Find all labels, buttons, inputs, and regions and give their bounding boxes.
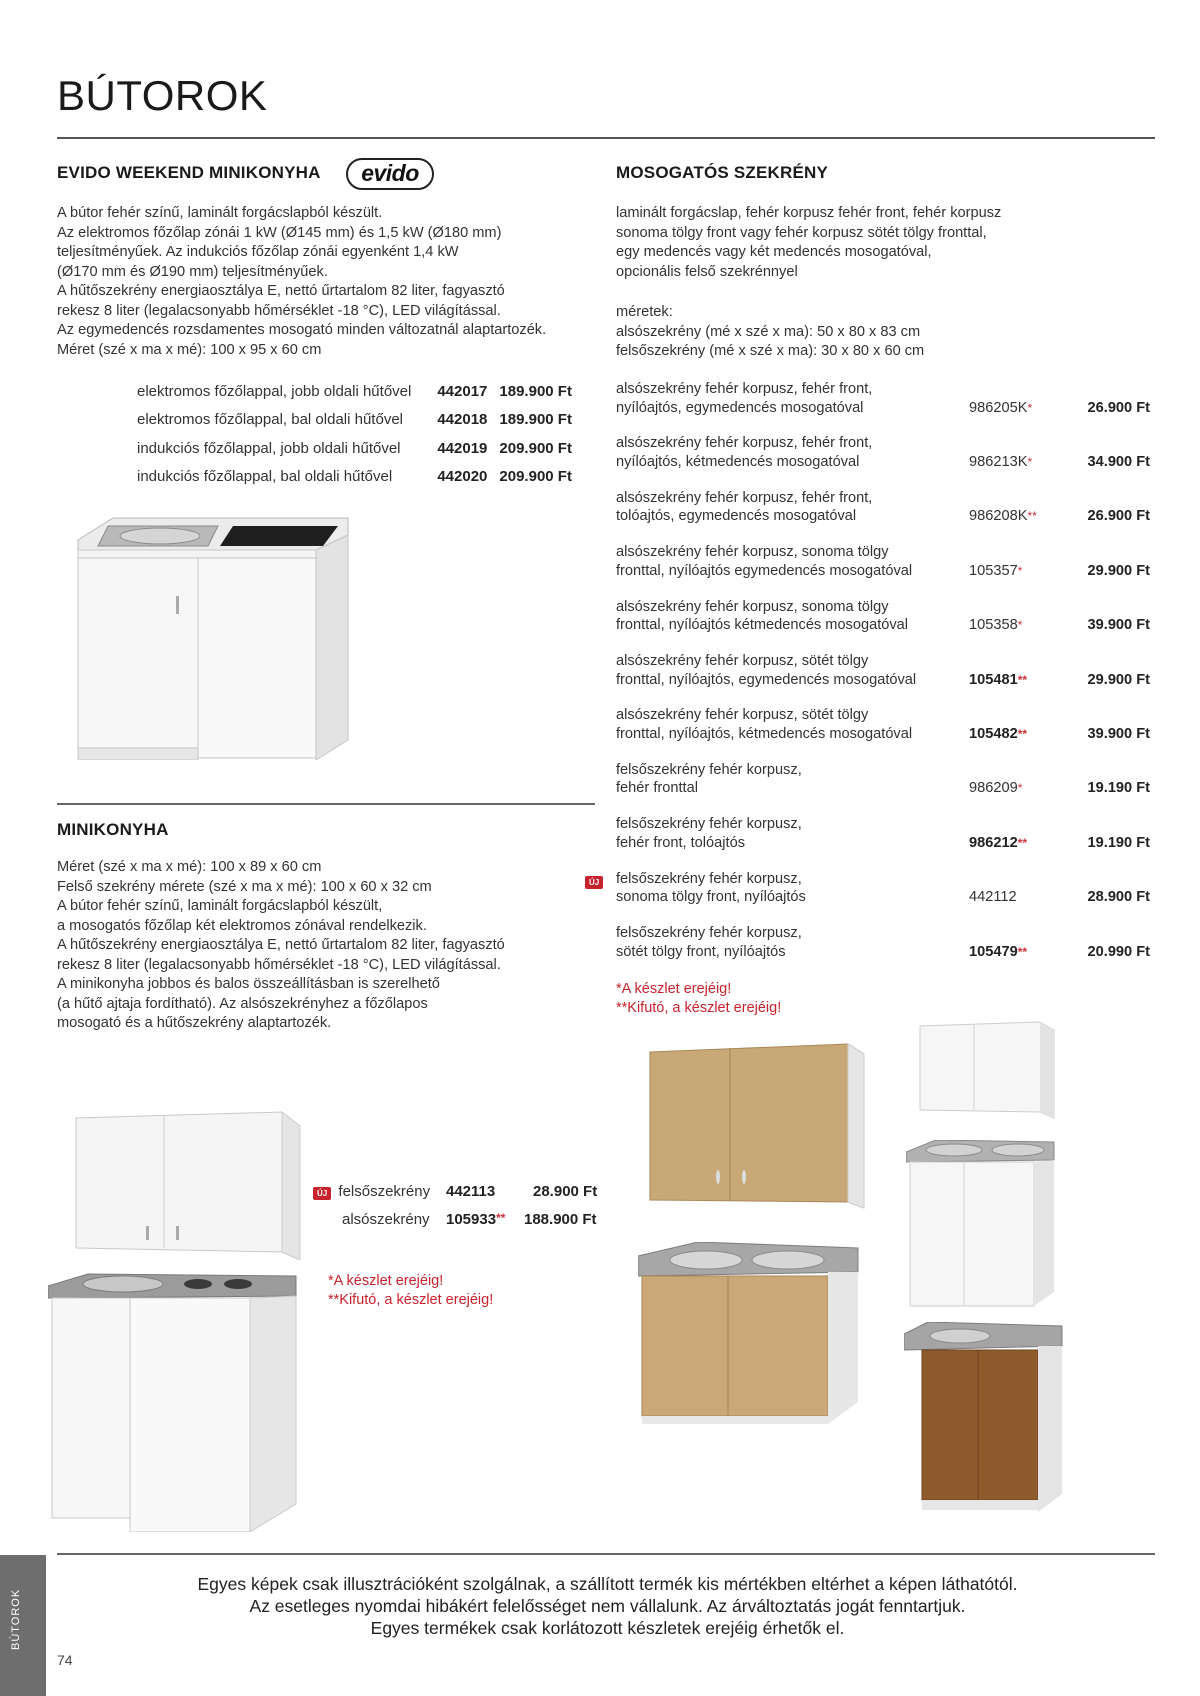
product-code-cell [969, 399, 1032, 418]
product-desc-line1: felsőszekrény fehér korpusz, [616, 816, 802, 833]
side-section-label: BÚTOROK [10, 1588, 22, 1650]
product-code-cell [969, 562, 1022, 581]
minikonyha-desc-line: rekesz 8 liter (legalacsonyabb hőmérséklet -18 °C), LED világítással. [57, 956, 501, 973]
evido-section-title: EVIDO WEEKEND MINIKONYHA [57, 163, 321, 182]
product-price: 34.900 Ft [1087, 453, 1150, 470]
product-desc-line1: felsőszekrény fehér korpusz, [616, 925, 802, 941]
stock-stars: ** [1017, 944, 1028, 959]
product-price: 188.900 Ft [524, 1211, 597, 1228]
product-desc-line1: alsószekrény fehér korpusz, sötét tölgy [616, 653, 869, 669]
product-code: 105479 [969, 943, 1018, 960]
stock-stars: ** [1027, 509, 1037, 524]
stock-stars: ** [496, 1211, 506, 1225]
minikonyha-divider [57, 803, 595, 805]
product-code-cell [969, 779, 1022, 798]
product-code: 105358 [969, 617, 1018, 634]
product-desc [616, 434, 872, 471]
evido-desc-line: (Ø170 mm és Ø190 mm) teljesítményűek. [57, 263, 328, 280]
evido-description [57, 204, 546, 360]
product-code: 986212 [969, 834, 1018, 851]
product-price: 209.900 Ft [499, 468, 572, 486]
minikonyha-desc-line: Méret (szé x ma x mé): 100 x 89 x 60 cm [57, 859, 322, 875]
table-row [137, 377, 572, 406]
table-row [616, 489, 1150, 543]
mosogatos-notes [616, 980, 781, 1018]
table-row [616, 815, 1150, 869]
stock-note: **Kifutó, a készlet erejéig! [328, 1292, 494, 1308]
evido-kitchenette-image [68, 510, 358, 760]
evido-desc-line: A bútor fehér színű, laminált forgácslapból készült. [57, 205, 383, 221]
stock-stars: * [1027, 400, 1033, 415]
product-desc [616, 761, 802, 798]
product-code-cell [969, 453, 1032, 472]
product-price: 29.900 Ft [1087, 562, 1150, 579]
stock-stars: * [1027, 454, 1033, 469]
stock-stars: ** [1017, 835, 1028, 850]
product-code: 986208K [969, 508, 1028, 525]
product-price: 19.190 Ft [1087, 780, 1150, 797]
footer-line: Egyes termékek csak korlátozott készletek erejéig érhetők el. [370, 1618, 845, 1638]
product-code: 986209 [969, 780, 1018, 797]
product-desc: felsőszekrény [338, 1183, 431, 1200]
product-price: 189.900 Ft [499, 382, 572, 400]
size-line: alsószekrény (mé x szé x ma): 50 x 80 x 83 cm [616, 323, 921, 340]
table-row [616, 924, 1150, 978]
product-code-cell [969, 671, 1027, 690]
product-code-cell [969, 834, 1027, 853]
product-desc: elektromos főzőlappal, bal oldali hűtővel [137, 411, 403, 429]
evido-desc-line: Az egymedencés rozsdamentes mosogató minden változatnál alaptartozék. [57, 322, 547, 338]
size-line: felsőszekrény (mé x szé x ma): 30 x 80 x 60 cm [616, 343, 925, 359]
product-code-cell [969, 725, 1027, 744]
product-code: 442020 [437, 468, 488, 486]
sizes-label: méretek: [616, 304, 673, 320]
product-price: 19.190 Ft [1087, 834, 1150, 851]
product-price: 39.900 Ft [1087, 725, 1150, 742]
minikonyha-upper-cabinet-image [72, 1108, 304, 1260]
product-code: 105481 [969, 671, 1018, 688]
product-desc [616, 870, 806, 907]
footer-line: Egyes képek csak illusztrációként szolgálnak, a szállított termék kis mértékben eltérhet a képen láthatótól. [197, 1574, 1018, 1594]
product-code: 986213K [969, 453, 1028, 470]
side-section-tab [0, 1555, 46, 1696]
table-row [616, 598, 1150, 652]
table-row [616, 652, 1150, 706]
mosogatos-section-title: MOSOGATÓS SZEKRÉNY [616, 163, 829, 182]
product-desc [616, 924, 802, 961]
minikonyha-desc-line: a mosogatós főzőlap két elektromos zónával rendelkezik. [57, 917, 427, 934]
minikonyha-desc-line: A hűtőszekrény energiaosztálya E, nettó űrtartalom 82 liter, fagyasztó [57, 937, 505, 953]
new-badge: ÚJ [313, 1187, 331, 1200]
sonoma-upper-cabinet-image [648, 1042, 866, 1210]
evido-logo: evido [346, 158, 434, 190]
product-desc-line2: sötét tölgy front, nyílóajtós [616, 943, 786, 960]
product-desc-line2: fronttal, nyílóajtós egymedencés mosogatóval [616, 562, 913, 579]
mosogatos-sizes [616, 303, 924, 362]
product-desc-line1: alsószekrény fehér korpusz, fehér front, [616, 489, 873, 506]
product-code: 105933 [446, 1211, 497, 1228]
product-code: 442112 [969, 889, 1017, 906]
header-divider [57, 137, 1155, 139]
minikonyha-lower-cabinet-image [48, 1272, 298, 1532]
mosogatos-desc-line: opcionális felső szekrénnyel [616, 263, 798, 280]
table-row [616, 706, 1150, 760]
product-price: 209.900 Ft [499, 439, 572, 457]
product-price: 26.900 Ft [1087, 508, 1150, 525]
product-desc: alsószekrény [342, 1211, 430, 1228]
evido-desc-line: teljesítményűek. Az indukciós főzőlap zónái egyenként 1,4 kW [57, 244, 459, 260]
table-row [616, 761, 1150, 815]
product-price: 28.900 Ft [533, 1183, 598, 1200]
minikonyha-price-row [313, 1183, 430, 1200]
stock-note: *A készlet erejéig! [328, 1273, 444, 1289]
product-desc-line2: fehér front, tolóajtós [616, 834, 745, 851]
evido-desc-line: Méret (szé x ma x mé): 100 x 95 x 60 cm [57, 341, 322, 358]
product-desc-line1: alsószekrény fehér korpusz, sötét tölgy [616, 707, 869, 724]
table-row [616, 870, 1150, 924]
product-desc [616, 489, 872, 526]
product-desc: indukciós főzőlappal, bal oldali hűtővel [137, 468, 393, 486]
stock-stars: ** [1017, 726, 1028, 741]
table-row [616, 380, 1150, 434]
product-price: 29.900 Ft [1087, 671, 1150, 688]
product-desc [616, 380, 872, 417]
product-code-cell [969, 507, 1037, 526]
page-title: BÚTOROK [57, 72, 268, 119]
evido-desc-line: rekesz 8 liter (legalacsonyabb hőmérséklet -18 °C), LED világítással. [57, 302, 501, 319]
product-code-cell [969, 943, 1027, 962]
product-desc [616, 706, 912, 743]
product-desc-line2: sonoma tölgy front, nyílóajtós [616, 889, 806, 906]
product-code: 105357 [969, 562, 1018, 579]
table-row [137, 434, 572, 463]
product-price: 26.900 Ft [1087, 399, 1150, 416]
table-row [137, 463, 572, 492]
product-desc-line2: tolóajtós, egymedencés mosogatóval [616, 508, 857, 525]
product-price: 28.900 Ft [1087, 889, 1150, 906]
white-upper-cabinet-image [918, 1020, 1056, 1120]
mosogatos-desc-line: sonoma tölgy front vagy fehér korpusz sötét tölgy fronttal, [616, 224, 987, 241]
footer-line: Az esetleges nyomdai hibákért felelősséget nem vállalunk. Az árváltoztatás jogát fenntartjuk. [249, 1596, 966, 1616]
product-code: 442017 [437, 382, 488, 400]
product-desc [616, 815, 802, 852]
product-code: 986205K [969, 399, 1028, 416]
mosogatos-desc-line: egy medencés vagy két medencés mosogatóval, [616, 244, 932, 260]
table-row [137, 406, 572, 435]
product-code-cell [969, 616, 1022, 635]
table-row [616, 543, 1150, 597]
product-code: 442113 [446, 1183, 496, 1200]
product-code: 442019 [437, 439, 488, 457]
product-desc-line2: fronttal, nyílóajtós, kétmedencés mosogatóval [616, 725, 913, 742]
product-desc-line2: fronttal, nyílóajtós, egymedencés mosogatóval [616, 671, 917, 688]
minikonyha-desc-line: mosogató és a hűtőszekrény alaptartozék. [57, 1015, 332, 1031]
stock-stars: * [1017, 618, 1023, 633]
mosogatos-description [616, 204, 1001, 282]
minikonyha-code-cell [446, 1211, 505, 1228]
minikonyha-desc-line: Felső szekrény mérete (szé x ma x mé): 100 x 60 x 32 cm [57, 878, 432, 895]
stock-stars: * [1017, 781, 1023, 796]
minikonyha-notes [328, 1272, 493, 1310]
stock-stars: ** [1017, 672, 1028, 687]
minikonyha-desc-line: A minikonyha jobbos és balos összeállításban is szerelhető [57, 976, 440, 992]
product-desc-line2: nyílóajtós, egymedencés mosogatóval [616, 399, 864, 416]
footer-divider [57, 1553, 1155, 1555]
evido-desc-line: A hűtőszekrény energiaosztálya E, nettó űrtartalom 82 liter, fagyasztó [57, 283, 505, 299]
product-desc [616, 652, 916, 689]
product-desc-line1: alsószekrény fehér korpusz, fehér front, [616, 435, 873, 452]
product-desc-line1: felsőszekrény fehér korpusz, [616, 870, 802, 887]
product-price: 20.990 Ft [1087, 943, 1150, 960]
product-desc-line1: alsószekrény fehér korpusz, fehér front, [616, 381, 873, 397]
stock-note: *A készlet erejéig! [616, 981, 732, 997]
product-price: 39.900 Ft [1087, 617, 1150, 634]
minikonyha-desc-line: A bútor fehér színű, laminált forgácslapból készült, [57, 898, 383, 914]
footer-disclaimer [60, 1573, 1155, 1639]
product-code-cell [969, 888, 1017, 907]
product-desc [616, 598, 908, 635]
new-badge: ÚJ [585, 876, 603, 889]
product-code: 442018 [437, 411, 488, 429]
stock-note: **Kifutó, a készlet erejéig! [616, 1000, 782, 1016]
white-sink-cabinet-image [906, 1140, 1056, 1308]
product-desc-line1: alsószekrény fehér korpusz, sonoma tölgy [616, 598, 889, 615]
product-desc-line1: felsőszekrény fehér korpusz, [616, 761, 802, 778]
minikonyha-section-title: MINIKONYHA [57, 820, 169, 839]
minikonyha-desc-line: (a hűtő ajtaja fordítható). Az alsószekrényhez a főzőlapos [57, 995, 428, 1012]
product-desc-line2: nyílóajtós, kétmedencés mosogatóval [616, 453, 860, 470]
stock-stars: * [1017, 563, 1023, 578]
product-desc: elektromos főzőlappal, jobb oldali hűtővel [137, 382, 412, 400]
mosogatos-desc-line: laminált forgácslap, fehér korpusz fehér front, fehér korpusz [616, 205, 1002, 221]
evido-price-table [137, 377, 572, 491]
product-desc-line2: fronttal, nyílóajtós kétmedencés mosogatóval [616, 617, 909, 634]
product-desc-line1: alsószekrény fehér korpusz, sonoma tölgy [616, 544, 889, 561]
product-code: 105482 [969, 725, 1018, 742]
dark-oak-sink-cabinet-image [904, 1322, 1064, 1518]
product-price: 189.900 Ft [499, 411, 572, 429]
product-desc: indukciós főzőlappal, jobb oldali hűtővel [137, 439, 401, 457]
page-number: 74 [57, 1652, 73, 1668]
sonoma-sink-cabinet-image [638, 1242, 860, 1426]
evido-desc-line: Az elektromos főzőlap zónái 1 kW (Ø145 mm) és 1,5 kW (Ø180 mm) [57, 224, 502, 241]
minikonyha-description [57, 858, 505, 1034]
table-row [616, 434, 1150, 488]
product-desc [616, 543, 912, 580]
product-desc-line2: fehér fronttal [616, 780, 698, 797]
